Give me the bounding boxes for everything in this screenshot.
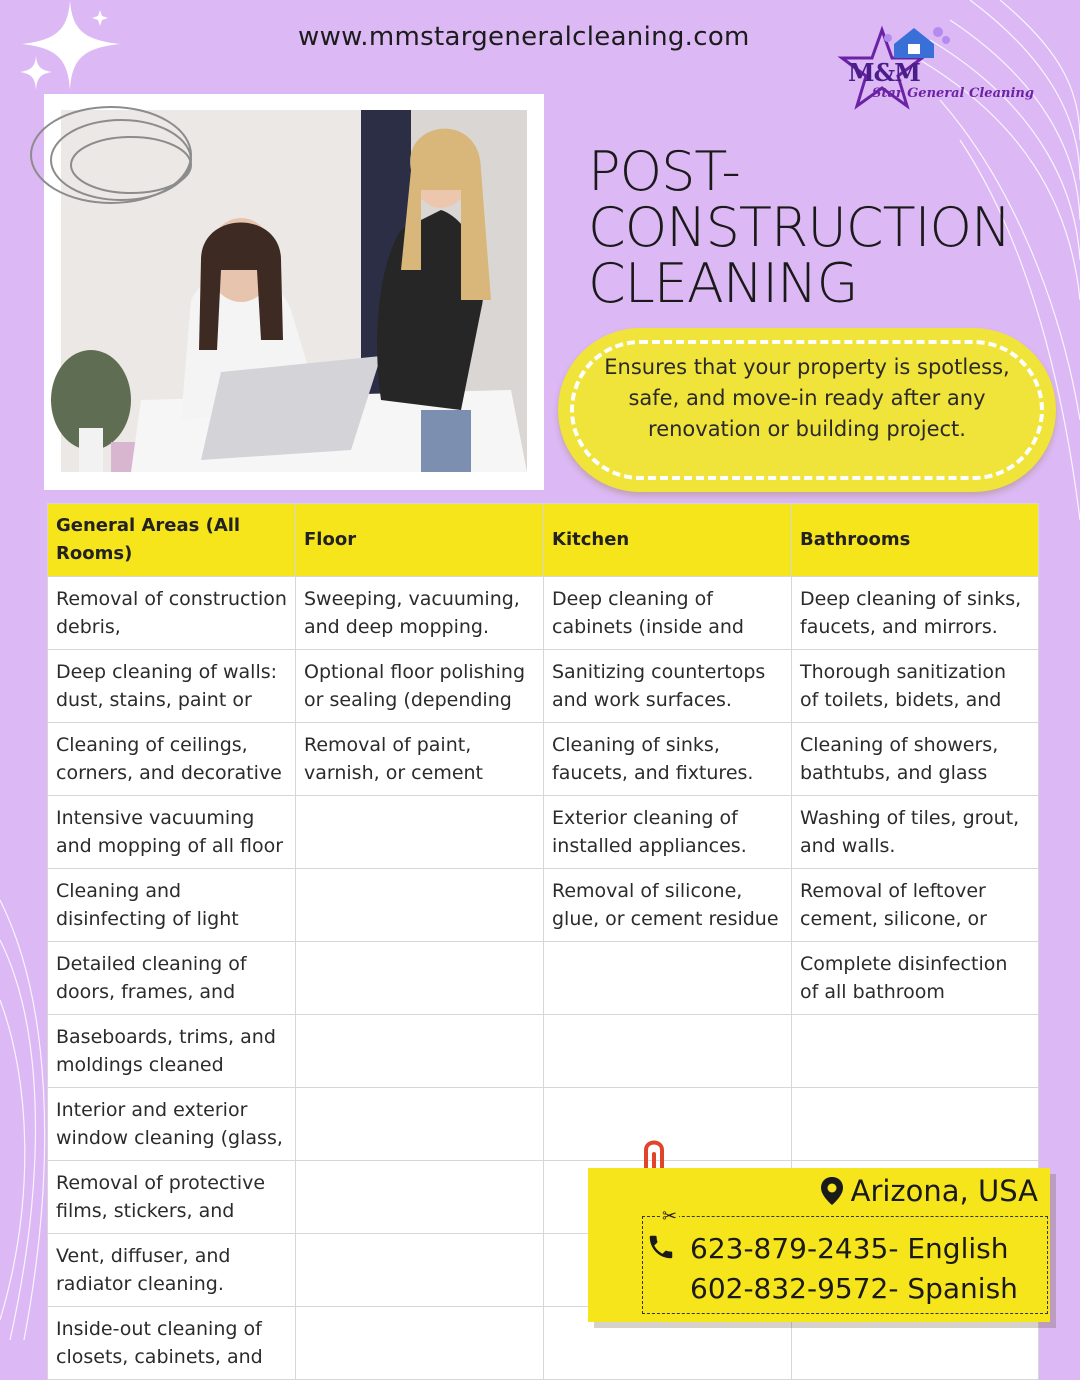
table-cell-floor — [296, 650, 544, 723]
cell-text: Detailed cleaning of doors, frames, and — [56, 953, 247, 1003]
cell-text — [304, 1242, 535, 1298]
table-cell-general-areas — [48, 1015, 296, 1088]
page-title — [588, 140, 1048, 315]
cell-text — [304, 950, 535, 1006]
table-cell-floor — [296, 796, 544, 869]
location — [821, 1174, 1038, 1208]
table-row — [48, 942, 1039, 1015]
table-cell-bathrooms — [792, 869, 1039, 942]
phone-spanish[interactable]: 602-832-9572- Spanish — [690, 1272, 1018, 1305]
table-cell-floor — [296, 1015, 544, 1088]
title-line-1: POST- — [588, 140, 740, 203]
cell-text: Baseboards, trims, and moldings cleaned — [56, 1026, 276, 1076]
cell-text: Removal of silicone, glue, or cement residue — [552, 880, 779, 930]
table-cell-general-areas — [48, 1234, 296, 1307]
table-cell-general-areas — [48, 577, 296, 650]
title-line-2: CONSTRUCTION — [588, 196, 1011, 259]
table-cell-bathrooms — [792, 796, 1039, 869]
table-cell-floor — [296, 1088, 544, 1161]
website-url[interactable]: www.mmstargeneralcleaning.com — [298, 22, 750, 52]
cell-text — [304, 877, 535, 933]
table-cell-bathrooms — [792, 1088, 1039, 1161]
table-cell-general-areas — [48, 869, 296, 942]
table-cell-general-areas — [48, 1088, 296, 1161]
table-cell-bathrooms — [792, 942, 1039, 1015]
cell-text: Exterior cleaning of installed appliances. — [552, 807, 747, 857]
location-text: Arizona, USA — [850, 1174, 1038, 1208]
map-pin-icon — [821, 1177, 843, 1205]
table-cell-kitchen — [544, 650, 792, 723]
phone-english[interactable]: 623-879-2435- English — [690, 1232, 1009, 1265]
table-cell-general-areas — [48, 723, 296, 796]
tagline-badge — [558, 328, 1056, 492]
table-cell-floor — [296, 723, 544, 796]
header-kitchen: Kitchen — [544, 504, 792, 577]
table-row — [48, 650, 1039, 723]
cell-text — [552, 1023, 783, 1079]
table-cell-floor — [296, 1161, 544, 1234]
cell-text: Vent, diffuser, and radiator cleaning. — [56, 1245, 231, 1295]
sparkle-icon — [14, 0, 134, 96]
cell-text: Sweeping, vacuuming, and deep mopping. — [304, 588, 520, 638]
table-cell-kitchen — [544, 869, 792, 942]
table-row — [48, 577, 1039, 650]
cell-text: Cleaning of ceilings, corners, and decorative — [56, 734, 282, 784]
cell-text: Optional floor polishing or sealing (depending — [304, 661, 526, 711]
table-cell-bathrooms — [792, 1015, 1039, 1088]
cell-text: Cleaning of showers, bathtubs, and glass — [800, 734, 999, 784]
cell-text: Deep cleaning of sinks, faucets, and mirrors. — [800, 588, 1022, 638]
cell-text: Deep cleaning of cabinets (inside and — [552, 588, 744, 638]
table-cell-floor — [296, 1307, 544, 1380]
photo-frame — [44, 94, 544, 490]
cell-text: Washing of tiles, grout, and walls. — [800, 807, 1020, 857]
table-header-row — [48, 504, 1039, 577]
cell-text — [552, 950, 783, 1006]
table-cell-floor — [296, 1234, 544, 1307]
table-cell-general-areas — [48, 942, 296, 1015]
tagline-text: Ensures that your property is spotless, safe, and move-in ready after any renovation or building project. — [604, 355, 1010, 441]
cell-text — [304, 1315, 535, 1371]
table-cell-bathrooms — [792, 577, 1039, 650]
cell-text: Sanitizing countertops and work surfaces. — [552, 661, 766, 711]
table-cell-bathrooms — [792, 650, 1039, 723]
logo-title: M&M — [848, 58, 920, 87]
cell-text: Interior and exterior window cleaning (glass, — [56, 1099, 283, 1149]
table-cell-kitchen — [544, 577, 792, 650]
table-cell-general-areas — [48, 1307, 296, 1380]
header-general-areas: General Areas (All Rooms) — [48, 504, 296, 577]
table-cell-kitchen — [544, 942, 792, 1015]
table-cell-floor — [296, 577, 544, 650]
table-row — [48, 796, 1039, 869]
scissors-icon: ✂ — [662, 1206, 678, 1227]
logo-subtitle: Star General Cleaning — [872, 86, 1034, 101]
cell-text: Deep cleaning of walls: dust, stains, paint or — [56, 661, 278, 711]
cell-text: Removal of construction debris, — [56, 588, 287, 638]
table-cell-bathrooms — [792, 723, 1039, 796]
table-cell-floor — [296, 869, 544, 942]
cell-text: Removal of protective films, stickers, and — [56, 1172, 266, 1222]
office-photo — [61, 110, 527, 472]
table-cell-kitchen — [544, 1015, 792, 1088]
table-cell-general-areas — [48, 650, 296, 723]
cell-text — [552, 1315, 783, 1371]
table-cell-kitchen — [544, 796, 792, 869]
cell-text — [304, 804, 535, 860]
header-floor: Floor — [296, 504, 544, 577]
cell-text — [800, 1315, 1030, 1371]
phone-icon — [646, 1232, 676, 1262]
cell-text: Complete disinfection of all bathroom — [800, 953, 1008, 1003]
cell-text — [304, 1096, 535, 1152]
cell-text — [304, 1023, 535, 1079]
table-row — [48, 869, 1039, 942]
cell-text: Cleaning of sinks, faucets, and fixtures. — [552, 734, 754, 784]
table-cell-kitchen — [544, 723, 792, 796]
company-logo — [822, 22, 1034, 114]
table-cell-general-areas — [48, 796, 296, 869]
cell-text: Inside-out cleaning of closets, cabinets, and — [56, 1318, 263, 1368]
table-row — [48, 1015, 1039, 1088]
cell-text — [304, 1169, 535, 1225]
table-cell-floor — [296, 942, 544, 1015]
header-bathrooms: Bathrooms — [792, 504, 1039, 577]
cell-text: Intensive vacuuming and mopping of all floor — [56, 807, 284, 857]
cell-text: Cleaning and disinfecting of light — [56, 880, 239, 930]
table-row — [48, 723, 1039, 796]
cell-text: Thorough sanitization of toilets, bidets, and — [800, 661, 1007, 711]
cell-text: Removal of leftover cement, silicone, or — [800, 880, 987, 930]
cell-text: Removal of paint, varnish, or cement — [304, 734, 484, 784]
cell-text — [800, 1023, 1030, 1079]
table-row — [48, 1088, 1039, 1161]
title-line-3: CLEANING — [588, 252, 858, 315]
contact-card — [588, 1168, 1050, 1322]
cell-text — [800, 1096, 1030, 1152]
table-cell-general-areas — [48, 1161, 296, 1234]
